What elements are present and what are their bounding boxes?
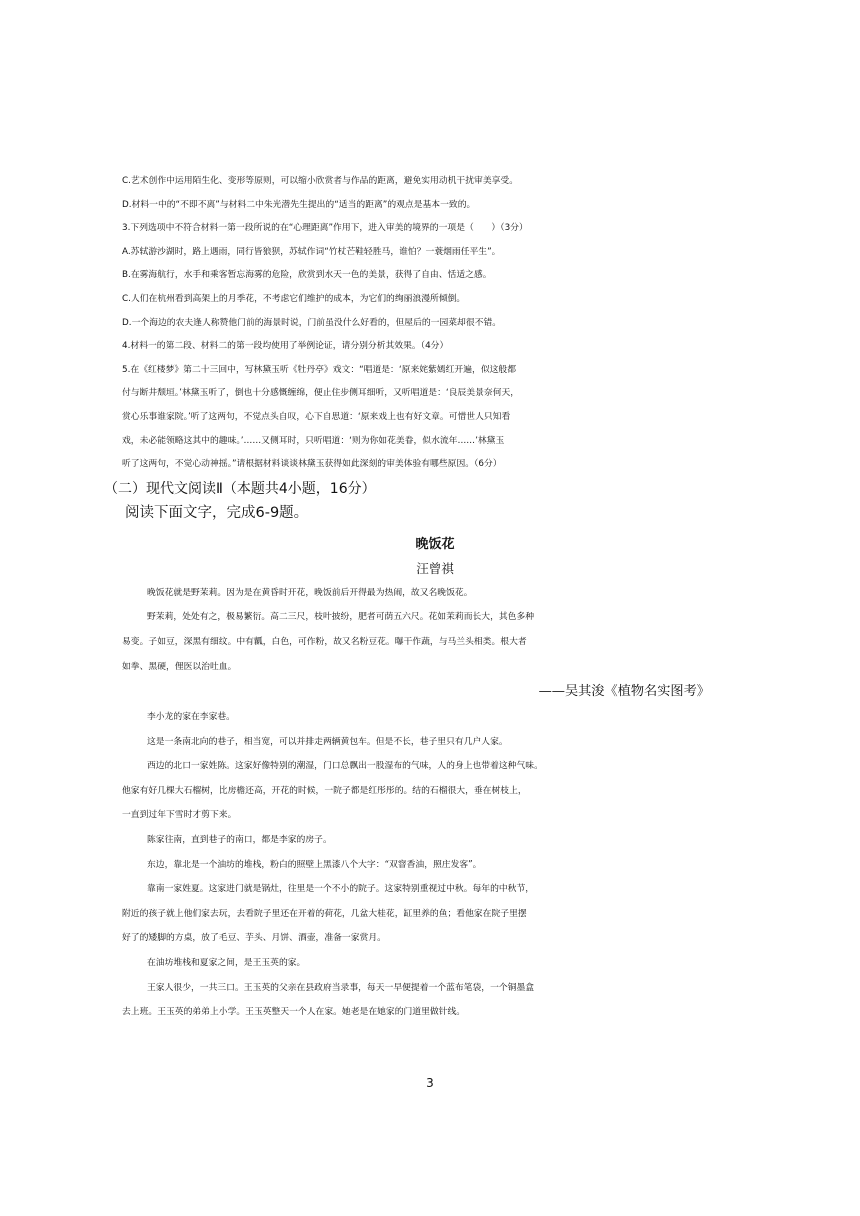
paragraph-line: 一直到过年下雪时才剪下来。 bbox=[122, 810, 237, 821]
article-author: 汪曾祺 bbox=[416, 560, 454, 576]
question-block bbox=[0, 170, 860, 477]
question-3-option-c: C.人们在杭州看到高架上的月季花，不考虑它们维护的成本，为它们的绚丽浪漫所倾倒。 bbox=[122, 293, 466, 304]
paragraph-line: 李小龙的家在李家巷。 bbox=[147, 712, 235, 723]
epigraph-line: 晚饭花就是野茉莉。因为是在黄昏时开花，晚饭前后开得最为热闹，故又名晚饭花。 bbox=[147, 587, 473, 598]
epigraph-line: 易变。子如豆，深黑有细纹。中有瓤，白色，可作粉，故又名粉豆花。曝干作蔬，与马兰头相类。根大者 bbox=[122, 636, 527, 647]
paragraph-line: 靠南一家姓夏。这家进门就是锅灶，往里是一个不小的院子。这家特别重视过中秋。每年的中秋节， bbox=[147, 884, 535, 895]
question-3-option-b: B.在雾海航行，水手和乘客暂忘海雾的危险，欣赏到水天一色的美景，获得了自由、恬适之感。 bbox=[122, 270, 492, 281]
paragraph-line: 他家有好几棵大石榴树，比房檐还高，开花的时候，一院子都是红彤彤的。结的石榴很大，垂在树枝上， bbox=[122, 785, 527, 796]
paragraph-line: 西边的北口一家姓陈。这家好像特别的潮湿，门口总飘出一股湿布的气味，人的身上也带着这种气味。 bbox=[147, 761, 543, 772]
section-heading: （二）现代文阅读Ⅱ（本题共4小题，16分） bbox=[104, 480, 376, 497]
paragraph-line: 在油坊堆栈和夏家之间，是王玉英的家。 bbox=[147, 958, 306, 969]
option-d-material-line: D.材料一中的“不即不离”与材料二中朱光潜先生提出的“适当的距离”的观点是基本一致的。 bbox=[122, 199, 476, 210]
question-5-line: 听了这两句，不觉心动神摇。”请根据材料谈谈林黛玉获得如此深刻的审美体验有哪些原因。（6分） bbox=[122, 459, 502, 470]
epigraph-source: ——吴其浚《植物名实图考》 bbox=[538, 684, 710, 700]
paragraph-line: 附近的孩子就上他们家去玩，去看院子里还在开着的荷花，几盆大桂花，缸里养的鱼；看他家在院子里摆 bbox=[122, 908, 527, 919]
question-5-line: 赏心乐事谁家院。’听了这两句，不觉点头自叹，心下自思道：‘原来戏上也有好文章。可惜世人只知看 bbox=[122, 411, 511, 422]
page-content bbox=[0, 170, 860, 1025]
article-title: 晚饭花 bbox=[415, 536, 455, 552]
question-3-option-a: A.苏轼游沙湖时，路上遇雨，同行皆狼狈，苏轼作词“竹杖芒鞋轻胜马，谁怕？一蓑烟雨任平生”。 bbox=[122, 246, 501, 257]
epigraph-line: 野茉莉，处处有之，极易繁衍。高二三尺，枝叶披纷，肥者可荫五六尺。花如茉莉而长大，其色多种 bbox=[147, 612, 535, 623]
paragraph-line: 这是一条南北向的巷子，相当宽，可以并排走两辆黄包车。但是不长，巷子里只有几户人家。 bbox=[147, 736, 508, 747]
paragraph-line: 东边，靠北是一个油坊的堆栈，粉白的照壁上黑漆八个大字：“双窨香油，照庄发客”。 bbox=[147, 859, 482, 870]
paragraph-line: 王家人很少，一共三口。王玉英的父亲在县政府当录事，每天一早便提着一个蓝布笔袋，一个铜墨盒 bbox=[147, 982, 535, 993]
page-number: 3 bbox=[426, 1076, 434, 1090]
paragraph-line: 陈家往南，直到巷子的南口，都是李家的房子。 bbox=[147, 835, 332, 846]
story-body bbox=[0, 705, 860, 1025]
epigraph-line: 如拳、黑硬，俚医以治吐血。 bbox=[122, 661, 237, 672]
section-instruction: 阅读下面文字，完成6-9题。 bbox=[125, 504, 309, 521]
question-4: 4.材料一的第二段、材料二的第一段均使用了举例论证，请分别分析其效果。（4分） bbox=[122, 341, 449, 352]
option-c-material-line: C.艺术创作中运用陌生化、变形等原则，可以缩小欣赏者与作品的距离，避免实用动机干扰审美享受。 bbox=[122, 176, 519, 186]
question-5-line: 5.在《红楼梦》第二十三回中，写林黛玉听《牡丹亭》戏文：“唱道是：‘原来姹紫嫣红开遍，似这般都 bbox=[122, 364, 517, 375]
paragraph-line: 去上班。王玉英的弟弟上小学。王玉英整天一个人在家。她老是在她家的门道里做针线。 bbox=[122, 1007, 466, 1018]
question-5-line: 付与断井颓垣。’林黛玉听了，倒也十分感慨缠绵，便止住步侧耳细听，又听唱道是：‘良辰美景奈何天， bbox=[122, 388, 520, 399]
question-3-stem: 3.下列选项中不符合材料一第一段所说的在“心理距离”作用下，进入审美的境界的一项是（ ）（3分） bbox=[122, 223, 528, 234]
paragraph-line: 好了的矮脚的方桌，放了毛豆、芋头、月饼、酒壶，准备一家赏月。 bbox=[122, 933, 386, 944]
question-5-line: 戏，未必能领略这其中的趣味。’……又侧耳时，只听唱道：‘则为你如花美眷，似水流年……’林黛玉 bbox=[122, 435, 505, 446]
article-body bbox=[0, 581, 860, 679]
question-3-option-d: D.一个海边的农夫逢人称赞他门前的海景时说，门前虽没什么好看的，但屋后的一园菜却很不错。 bbox=[122, 317, 502, 328]
